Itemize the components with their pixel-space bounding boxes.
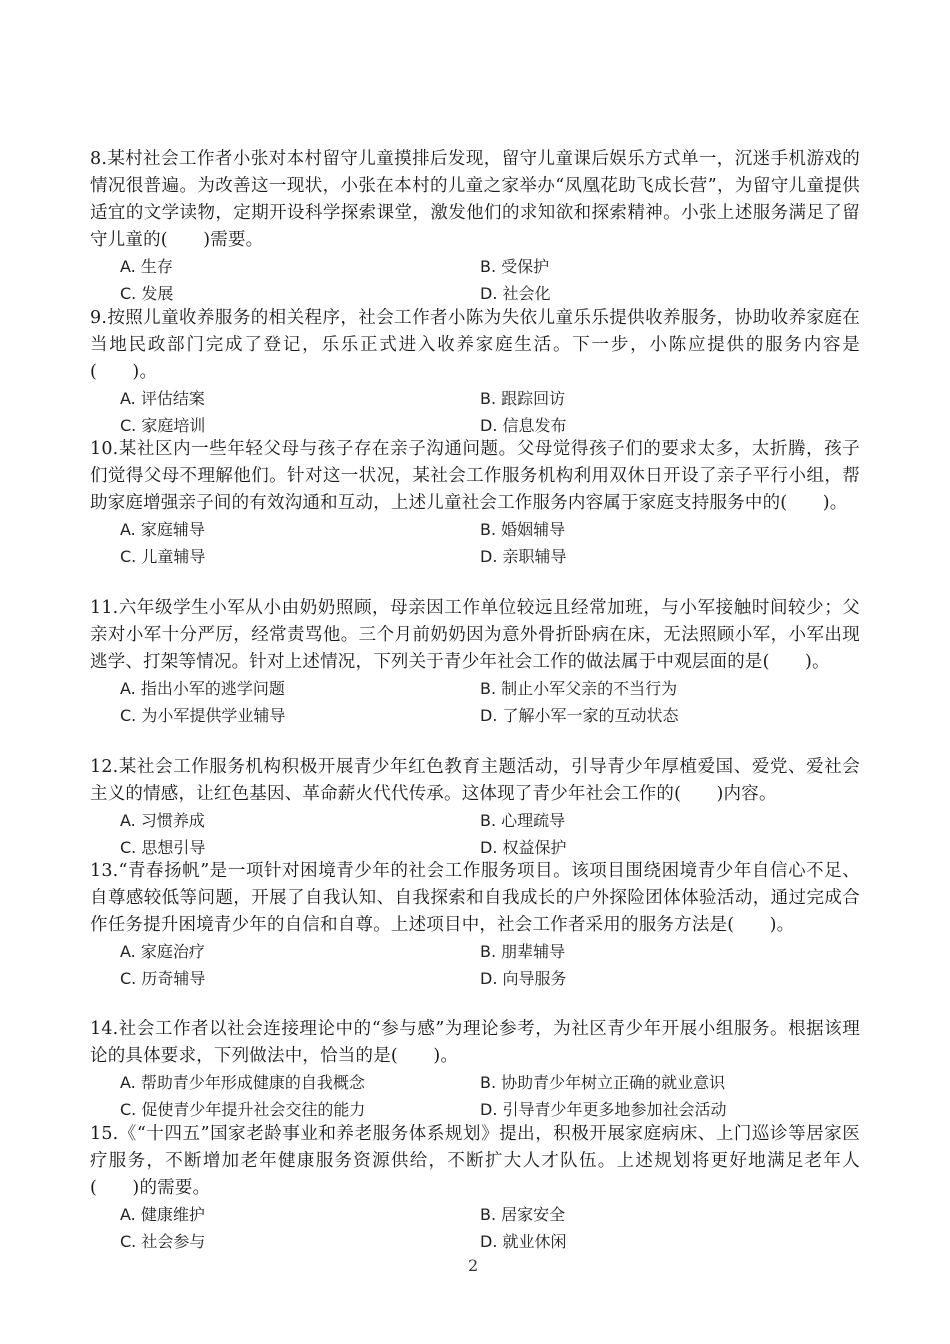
question-number: 8. bbox=[90, 149, 108, 169]
question-text: 某社会工作服务机构积极开展青少年红色教育主题活动，引导青少年厚植爱国、爱党、爱社会主义的情感，让红色基因、革命薪火代代传承。这体现了青少年社会工作的( )内容。 bbox=[90, 757, 860, 804]
question-number: 15. bbox=[90, 1124, 119, 1144]
option-a[interactable]: A. 生存 bbox=[120, 257, 173, 276]
question-text: 六年级学生小军从小由奶奶照顾，母亲因工作单位较远且经常加班，与小军接触时间较少；父亲对小军十分严厉，经常责骂他。三个月前奶奶因为意外骨折卧病在床，无法照顾小军，小军出现逃学、打架等情况。针对上述情况，下列关于青少年社会工作的做法属于中观层面的是( )。 bbox=[90, 598, 860, 672]
option-c[interactable]: C. 儿童辅导 bbox=[120, 546, 206, 566]
option-a[interactable]: A. 家庭治疗 bbox=[120, 942, 205, 961]
page-number: 2 bbox=[468, 1256, 479, 1275]
option-b[interactable]: B. 受保护 bbox=[480, 257, 550, 276]
option-b[interactable]: B. 协助青少年树立正确的就业意识 bbox=[480, 1073, 726, 1092]
option-c[interactable]: C. 促使青少年提升社会交往的能力 bbox=[120, 1099, 366, 1119]
question-text: 按照儿童收养服务的相关程序，社会工作者小陈为失依儿童乐乐提供收养服务，协助收养家庭在当地民政部门完成了登记，乐乐正式进入收养家庭生活。下一步，小陈应提供的服务内容是( )。 bbox=[90, 308, 860, 382]
option-d[interactable]: D. 了解小军一家的互动状态 bbox=[480, 705, 679, 725]
options bbox=[120, 939, 860, 992]
option-c[interactable]: C. 家庭培训 bbox=[120, 415, 206, 435]
question-text: 社会工作者以社会连接理论中的“参与感”为理论参考，为社区青少年开展小组服务。根据该理论的具体要求，下列做法中，恰当的是( )。 bbox=[90, 1019, 860, 1066]
option-a[interactable]: A. 家庭辅导 bbox=[120, 520, 205, 539]
option-d[interactable]: D. 社会化 bbox=[480, 283, 551, 303]
question-14 bbox=[90, 1016, 860, 1123]
option-d[interactable]: D. 引导青少年更多地参加社会活动 bbox=[480, 1099, 727, 1119]
question-12 bbox=[90, 754, 860, 861]
option-a[interactable]: A. 评估结案 bbox=[120, 389, 205, 408]
question-number: 12. bbox=[90, 757, 119, 777]
question-number: 9. bbox=[90, 308, 108, 328]
option-d[interactable]: D. 亲职辅导 bbox=[480, 546, 567, 566]
question-number: 11. bbox=[90, 598, 119, 618]
options bbox=[120, 517, 860, 570]
option-d[interactable]: D. 就业休闲 bbox=[480, 1231, 567, 1251]
options bbox=[120, 254, 860, 307]
option-a[interactable]: A. 习惯养成 bbox=[120, 811, 205, 830]
option-d[interactable]: D. 信息发布 bbox=[480, 415, 567, 435]
option-b[interactable]: B. 跟踪回访 bbox=[480, 389, 566, 408]
options bbox=[120, 386, 860, 439]
option-c[interactable]: C. 为小军提供学业辅导 bbox=[120, 705, 286, 725]
question-text: 《“十四五”国家老龄事业和养老服务体系规划》提出，积极开展家庭病床、上门巡诊等居家医疗服务，不断增加老年健康服务资源供给，不断扩大人才队伍。上述规划将更好地满足老年人( )的需要。 bbox=[90, 1124, 860, 1198]
question-8 bbox=[90, 146, 860, 307]
option-a[interactable]: A. 帮助青少年形成健康的自我概念 bbox=[120, 1073, 365, 1092]
question-15 bbox=[90, 1121, 860, 1255]
question-text: 某村社会工作者小张对本村留守儿童摸排后发现，留守儿童课后娱乐方式单一，沉迷手机游戏的情况很普遍。为改善这一现状，小张在本村的儿童之家举办“凤凰花助飞成长营”，为留守儿童提供适宜的文学读物，定期开设科学探索课堂，激发他们的求知欲和探索精神。小张上述服务满足了留守儿童的( )需要。 bbox=[90, 149, 860, 250]
option-b[interactable]: B. 朋辈辅导 bbox=[480, 942, 566, 961]
question-number: 14. bbox=[90, 1019, 119, 1039]
option-c[interactable]: C. 思想引导 bbox=[120, 837, 206, 857]
question-number: 13. bbox=[90, 861, 119, 881]
question-text: “青春扬帆”是一项针对困境青少年的社会工作服务项目。该项目围绕困境青少年自信心不足、自尊感较低等问题，开展了自我认知、自我探索和自我成长的户外探险团体体验活动，通过完成合作任务提升困境青少年的自信和自尊。上述项目中，社会工作者采用的服务方法是( )。 bbox=[90, 861, 860, 935]
option-c[interactable]: C. 历奇辅导 bbox=[120, 968, 206, 988]
option-b[interactable]: B. 心理疏导 bbox=[480, 811, 566, 830]
option-d[interactable]: D. 权益保护 bbox=[480, 837, 567, 857]
question-9 bbox=[90, 305, 860, 439]
question-13 bbox=[90, 858, 860, 992]
question-number: 10. bbox=[90, 439, 119, 459]
option-b[interactable]: B. 婚姻辅导 bbox=[480, 520, 566, 539]
options bbox=[120, 1202, 860, 1255]
question-10 bbox=[90, 436, 860, 570]
question-text: 某社区内一些年轻父母与孩子存在亲子沟通问题。父母觉得孩子们的要求太多，太折腾，孩子们觉得父母不理解他们。针对这一状况，某社会工作服务机构利用双休日开设了亲子平行小组，帮助家庭增强亲子间的有效沟通和互动，上述儿童社会工作服务内容属于家庭支持服务中的( )。 bbox=[90, 439, 860, 513]
option-a[interactable]: A. 健康维护 bbox=[120, 1205, 205, 1224]
options bbox=[120, 1070, 860, 1123]
option-c[interactable]: C. 社会参与 bbox=[120, 1231, 206, 1251]
option-b[interactable]: B. 制止小军父亲的不当行为 bbox=[480, 679, 678, 698]
question-11 bbox=[90, 595, 860, 729]
option-a[interactable]: A. 指出小军的逃学问题 bbox=[120, 679, 285, 698]
options bbox=[120, 676, 860, 729]
options bbox=[120, 808, 860, 861]
option-b[interactable]: B. 居家安全 bbox=[480, 1205, 566, 1224]
option-c[interactable]: C. 发展 bbox=[120, 283, 174, 303]
option-d[interactable]: D. 向导服务 bbox=[480, 968, 567, 988]
